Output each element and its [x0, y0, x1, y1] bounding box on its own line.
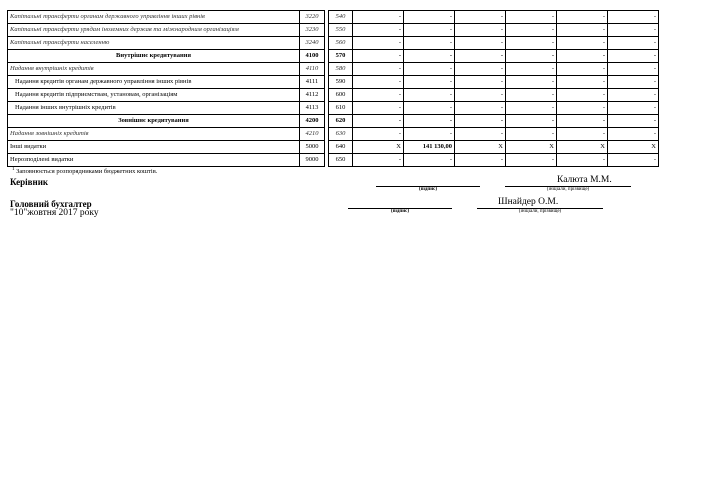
row-value: -: [557, 128, 608, 141]
table-row: [8, 128, 659, 141]
row-line-code: 620: [329, 115, 353, 128]
row-value: -: [404, 50, 455, 63]
row-name: Інші видатки: [8, 141, 300, 154]
row-name: Надання внутрішніх кредитів: [8, 63, 300, 76]
row-name: Внутрішнє кредитування: [8, 50, 300, 63]
row-value: -: [608, 24, 659, 37]
expenditure-table: [7, 10, 659, 167]
footnote: [12, 167, 157, 175]
row-name: Зовнішнє кредитування: [8, 115, 300, 128]
row-value: -: [557, 89, 608, 102]
row-value: -: [353, 102, 404, 115]
row-line-code: 600: [329, 89, 353, 102]
row-value: -: [455, 24, 506, 37]
row-value: -: [608, 76, 659, 89]
row-value: -: [506, 76, 557, 89]
accountant-label: Головний бухгалтер: [10, 199, 92, 209]
row-value: -: [608, 11, 659, 24]
row-value: -: [404, 154, 455, 167]
row-value: -: [404, 76, 455, 89]
table-row: [8, 102, 659, 115]
row-name: Капітальні трансферти органам державного управління інших рівнів: [8, 11, 300, 24]
footnote-text: Заповнюється розпорядниками бюджетних коштів.: [16, 168, 158, 176]
row-value: -: [557, 37, 608, 50]
row-value: -: [404, 102, 455, 115]
row-value: -: [353, 11, 404, 24]
row-line-code: 590: [329, 76, 353, 89]
table-row: [8, 154, 659, 167]
row-value: X: [608, 141, 659, 154]
row-value: X: [557, 141, 608, 154]
row-value: -: [353, 115, 404, 128]
row-value: -: [455, 102, 506, 115]
row-value: -: [455, 115, 506, 128]
row-line-code: 630: [329, 128, 353, 141]
row-value: -: [404, 37, 455, 50]
row-name: Надання кредитів органам державного управління інших рівнів: [8, 76, 300, 89]
row-value: -: [455, 63, 506, 76]
row-line-code: 560: [329, 37, 353, 50]
row-value: -: [506, 24, 557, 37]
row-value: -: [608, 102, 659, 115]
row-value: -: [353, 63, 404, 76]
row-value: -: [557, 102, 608, 115]
row-value: -: [608, 115, 659, 128]
row-value: -: [353, 128, 404, 141]
row-code: 4111: [300, 76, 325, 89]
row-code: 4113: [300, 102, 325, 115]
row-code: 4210: [300, 128, 325, 141]
row-name: Надання інших внутрішніх кредитів: [8, 102, 300, 115]
row-value: -: [506, 154, 557, 167]
row-name: Капітальні трансферти урядам іноземних держав та міжнародним організаціям: [8, 24, 300, 37]
table-row: [8, 89, 659, 102]
row-value: X: [506, 141, 557, 154]
row-value: -: [608, 63, 659, 76]
row-value: -: [557, 24, 608, 37]
row-value: -: [404, 11, 455, 24]
row-value: -: [557, 50, 608, 63]
table-row: [8, 50, 659, 63]
row-value: -: [353, 154, 404, 167]
table-row: [8, 141, 659, 154]
row-value: X: [353, 141, 404, 154]
row-value: -: [608, 50, 659, 63]
row-value: -: [506, 102, 557, 115]
table-row: [8, 115, 659, 128]
row-value: -: [353, 76, 404, 89]
accountant-name: Шнайдер О.М.: [498, 197, 559, 207]
row-value: -: [455, 76, 506, 89]
head-name: Калюта М.М.: [557, 175, 612, 185]
row-line-code: 640: [329, 141, 353, 154]
row-value: -: [608, 37, 659, 50]
row-value: -: [557, 63, 608, 76]
row-value: -: [455, 11, 506, 24]
row-name: Капітальні трансферти населенню: [8, 37, 300, 50]
row-code: 9000: [300, 154, 325, 167]
row-value: -: [455, 50, 506, 63]
row-code: 4100: [300, 50, 325, 63]
report-date: "10"жовтня 2017 року: [10, 208, 99, 218]
row-value: -: [608, 89, 659, 102]
row-value: -: [506, 37, 557, 50]
row-value: 141 130,00: [404, 141, 455, 154]
row-value: -: [557, 154, 608, 167]
row-line-code: 580: [329, 63, 353, 76]
row-code: 4112: [300, 89, 325, 102]
table-row: [8, 37, 659, 50]
footnote-mark: 1: [12, 167, 15, 172]
row-line-code: 550: [329, 24, 353, 37]
row-value: -: [506, 50, 557, 63]
head-name-caption: (ініціали, прізвище): [546, 187, 590, 192]
row-code: 3230: [300, 24, 325, 37]
row-value: -: [608, 128, 659, 141]
row-value: -: [557, 115, 608, 128]
row-value: -: [506, 115, 557, 128]
row-value: -: [557, 11, 608, 24]
table-row: [8, 63, 659, 76]
row-value: -: [455, 154, 506, 167]
table-row: [8, 11, 659, 24]
row-name: Нерозподілені видатки: [8, 154, 300, 167]
row-value: -: [353, 50, 404, 63]
row-line-code: 540: [329, 11, 353, 24]
row-value: -: [506, 11, 557, 24]
row-value: -: [353, 37, 404, 50]
row-value: X: [455, 141, 506, 154]
row-value: -: [404, 115, 455, 128]
row-value: -: [455, 37, 506, 50]
row-value: -: [404, 24, 455, 37]
row-name: Надання зовнішніх кредитів: [8, 128, 300, 141]
table-row: [8, 24, 659, 37]
row-code: 5000: [300, 141, 325, 154]
row-value: -: [506, 63, 557, 76]
row-value: -: [455, 89, 506, 102]
row-code: 4200: [300, 115, 325, 128]
row-value: -: [404, 89, 455, 102]
row-value: -: [608, 154, 659, 167]
row-value: -: [404, 128, 455, 141]
row-line-code: 610: [329, 102, 353, 115]
accountant-signature-caption: (підпис): [390, 209, 410, 214]
row-name: Надання кредитів підприємствам, установам, організаціям: [8, 89, 300, 102]
row-code: 4110: [300, 63, 325, 76]
report-sheet: [7, 10, 658, 167]
row-line-code: 650: [329, 154, 353, 167]
row-value: -: [404, 63, 455, 76]
row-value: -: [506, 89, 557, 102]
row-value: -: [353, 89, 404, 102]
table-row: [8, 76, 659, 89]
row-code: 3220: [300, 11, 325, 24]
accountant-name-caption: (ініціали, прізвище): [518, 209, 562, 214]
row-value: -: [557, 76, 608, 89]
row-line-code: 570: [329, 50, 353, 63]
row-value: -: [353, 24, 404, 37]
row-value: -: [506, 128, 557, 141]
row-value: -: [455, 128, 506, 141]
head-label: Керівник: [10, 177, 49, 187]
head-signature-caption: (підпис): [418, 187, 438, 192]
row-code: 3240: [300, 37, 325, 50]
